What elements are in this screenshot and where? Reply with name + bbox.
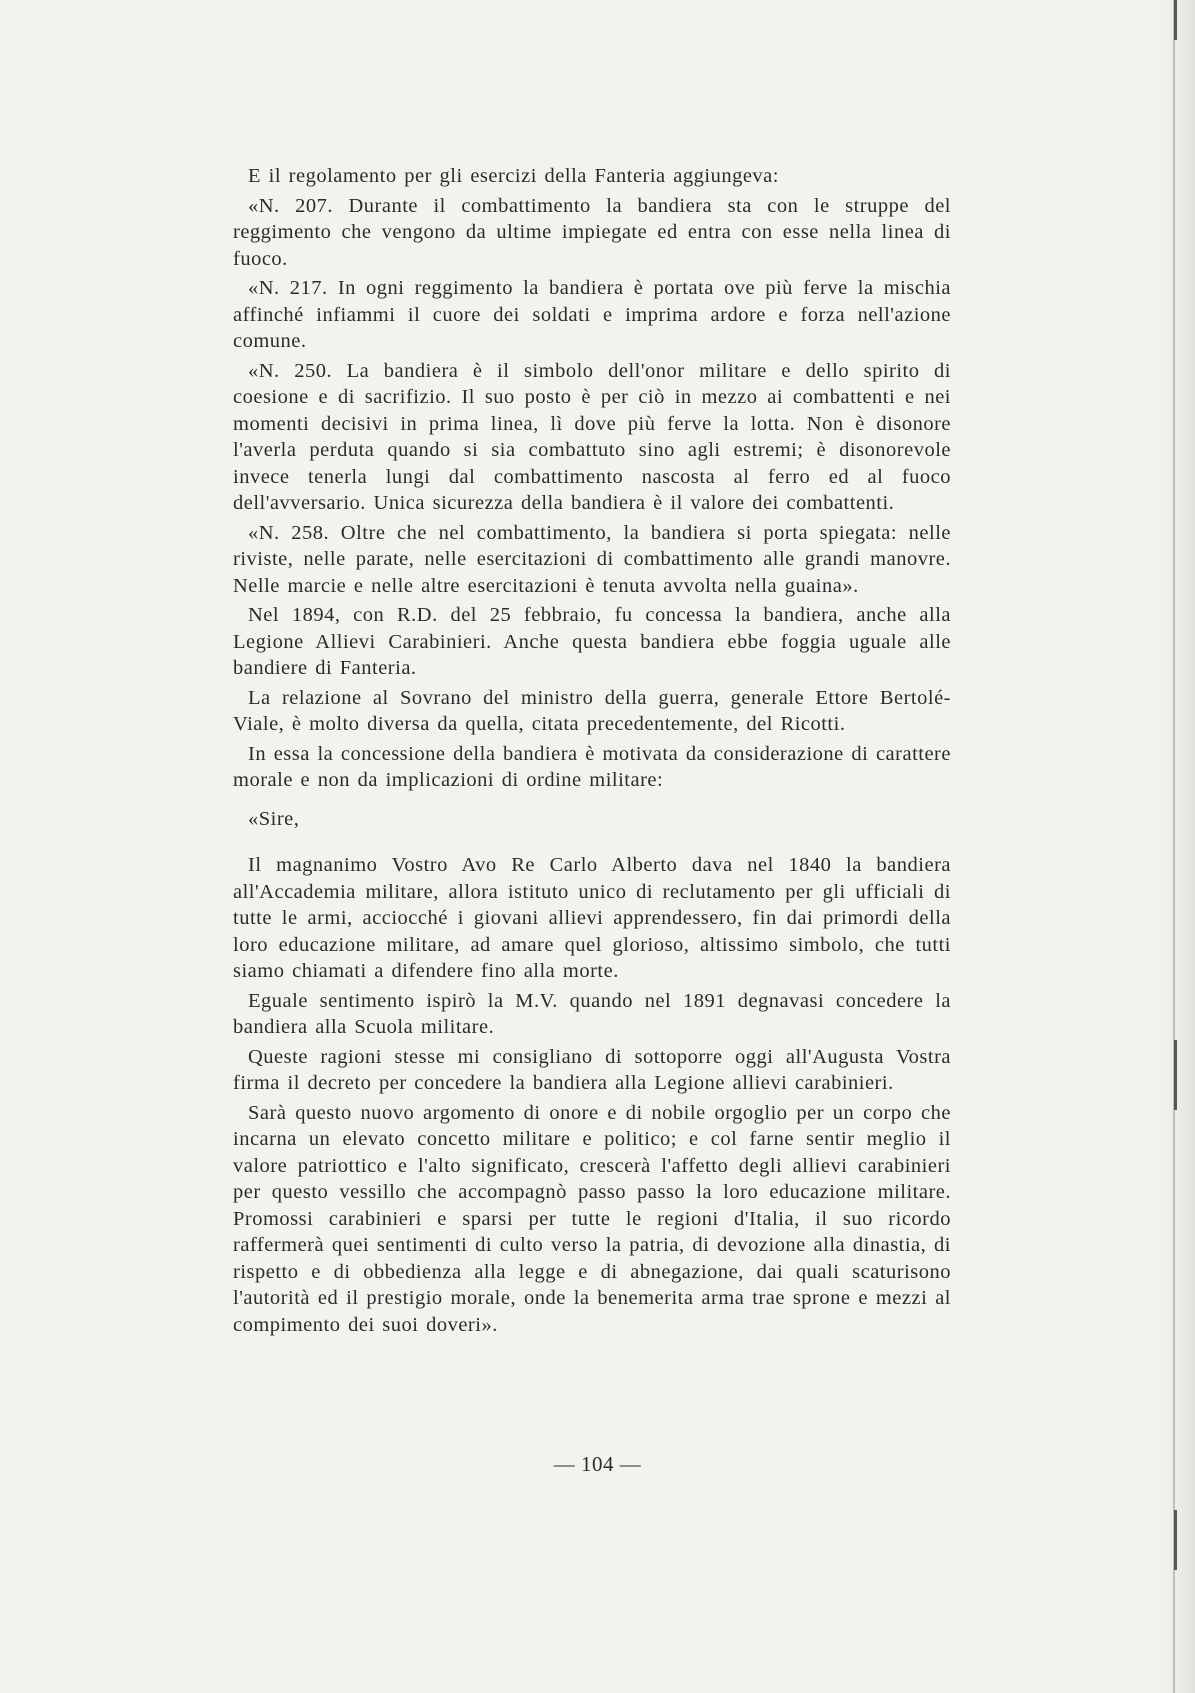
letter-paragraph-1: Il magnanimo Vostro Avo Re Carlo Alberto dava nel 1840 la bandiera all'Accademia militare, allora istituto unico di reclutamento per gli ufficiali di tutte le armi, acciocché i giovani allievi apprendessero, fin dai primordi della loro educazione militare, ad amare quel glorioso, altissimo simbolo, che tutti siamo chiamati a difendere fino alla morte. — [233, 854, 951, 982]
paragraph-n250: «N. 250. La bandiera è il simbolo dell'onor militare e dello spirito di coesione e di sacrifizio. Il suo posto è per ciò in mezzo ai combattenti e nei momenti decisivi in prima linea, lì dove più ferve la lotta. Non è disonore l'averla perduta quando si sia combattuto sino agli estremi; è disonorevole invece tenerla lungi dal combattimento nascosta al ferro ed al fuoco dell'avversario. Unica sicurezza della bandiera è il valore dei combattenti. — [233, 359, 951, 514]
paragraph-1894: Nel 1894, con R.D. del 25 febbraio, fu concessa la bandiera, anche alla Legione Allievi Carabinieri. Anche questa bandiera ebbe foggia uguale alle bandiere di Fanteria. — [233, 604, 951, 679]
paragraph-n258: «N. 258. Oltre che nel combattimento, la bandiera si porta spiegata: nelle riviste, nelle parate, nelle esercitazioni di combattimento alle grandi manovre. Nelle marcie e nelle altre esercitazioni è tenuta avvolta nella guaina». — [233, 521, 951, 597]
letter-paragraph-3: Queste ragioni stesse mi consigliano di sottoporre oggi all'Augusta Vostra firma il decreto per concedere la bandiera alla Legione allievi carabinieri. — [233, 1045, 951, 1094]
page-body — [233, 163, 951, 1341]
paragraph-n207: «N. 207. Durante il combattimento la bandiera sta con le struppe del reggimento che vengono da ultime impiegate ed entra con esse nella linea di fuoco. — [233, 194, 951, 270]
page-edge-line — [1173, 0, 1175, 1693]
paragraph-concessione: In essa la concessione della bandiera è motivata da considerazione di carattere morale e non da implicazioni di ordine militare: — [233, 742, 951, 791]
paragraph-intro: E il regolamento per gli esercizi della Fanteria aggiungeva: — [248, 165, 779, 187]
paragraph-relazione: La relazione al Sovrano del ministro della guerra, generale Ettore Bertolé-Viale, è molto diversa da quella, citata precedentemente, del Ricotti. — [233, 686, 951, 735]
paragraph-n217: «N. 217. In ogni reggimento la bandiera è portata ove più ferve la mischia affinché infiammi il cuore dei soldati e imprima ardore e forza nell'azione comune. — [233, 277, 951, 352]
page-edge-mark-bottom — [1174, 1510, 1177, 1570]
page-edge-shadow — [1159, 0, 1195, 1693]
letter-paragraph-4: Sarà questo nuovo argomento di onore e di nobile orgoglio per un corpo che incarna un elevato concetto militare e politico; e col farne sentir meglio il valore patriottico e l'alto significato, crescerà l'affetto degli allievi carabinieri per questo vessillo che accompagnò passo passo la loro educazione militare. Promossi carabinieri e sparsi per tutte le regioni d'Italia, il suo ricordo raffermerà quei sentimenti di culto verso la patria, di devozione alla dinastia, di rispetto e di obbedienza alla legge e di abnegazione, dai quali scaturisono l'autorità ed il prestigio morale, onde la benemerita arma trae sprone e mezzi al compimento dei suoi doveri». — [233, 1101, 951, 1336]
page-number: — 104 — — [553, 1452, 642, 1476]
page-edge-mark-middle — [1174, 1040, 1177, 1110]
letter-salutation: «Sire, — [248, 807, 300, 830]
page-edge-mark-top — [1174, 0, 1177, 40]
letter-paragraph-2: Eguale sentimento ispirò la M.V. quando nel 1891 degnavasi concedere la bandiera alla Scuola militare. — [233, 989, 951, 1038]
